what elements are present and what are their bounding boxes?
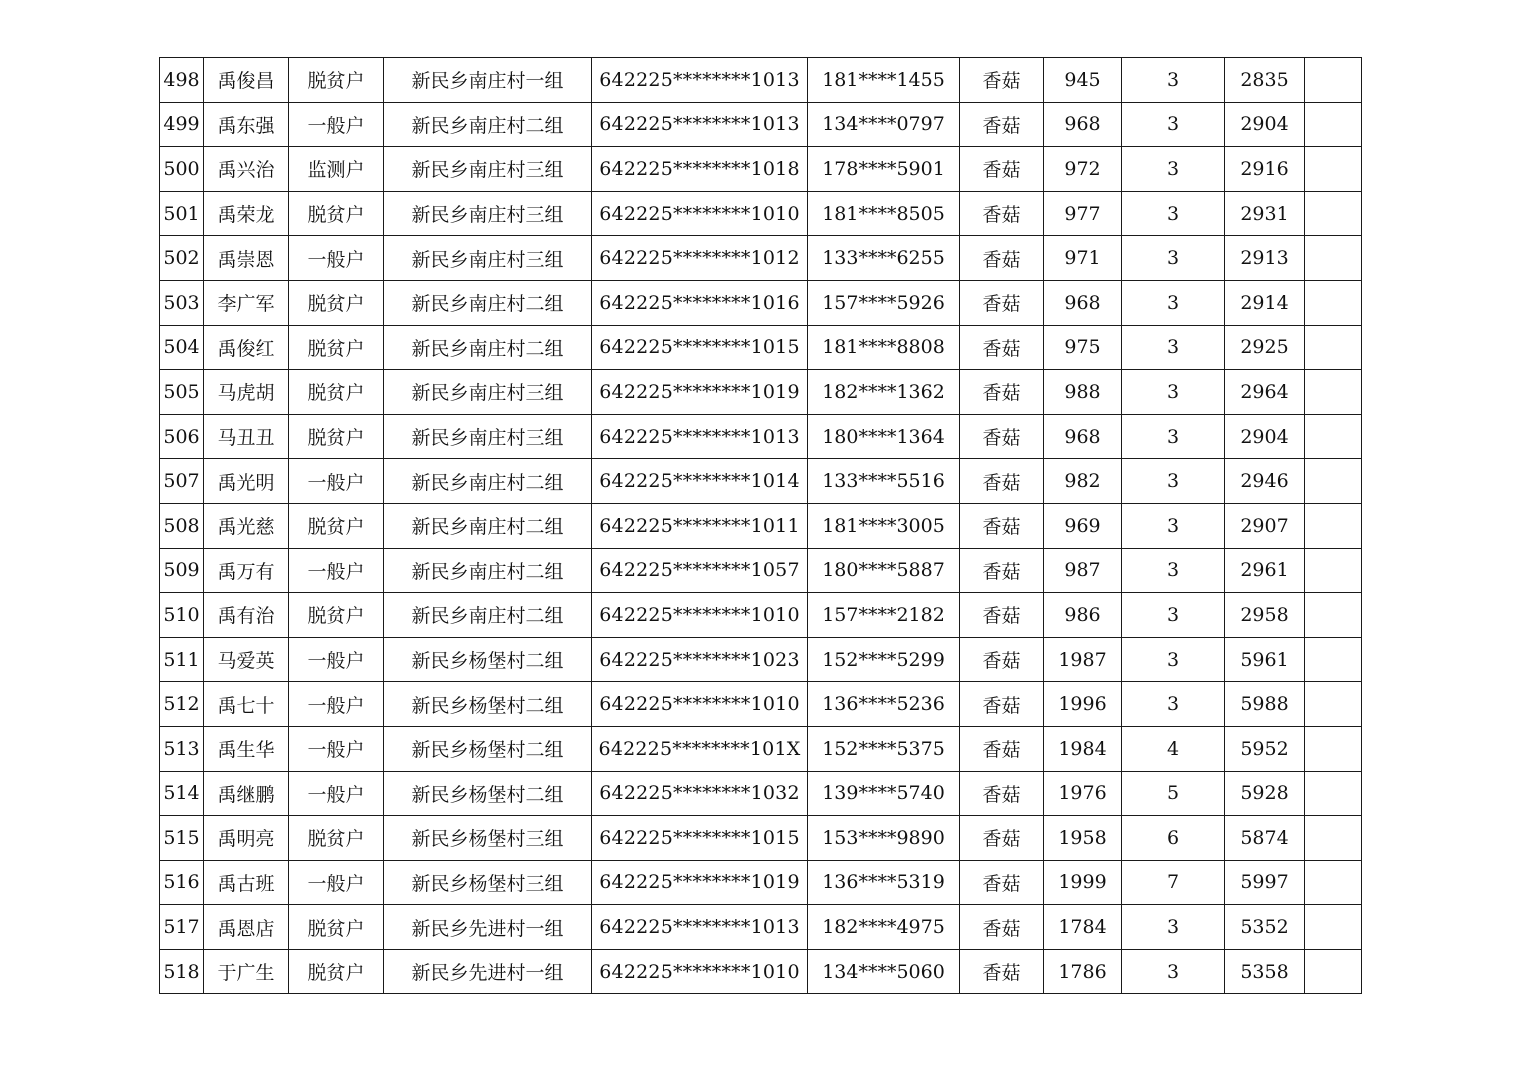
cell-phone-number: 152****5299 bbox=[808, 637, 960, 682]
table-row bbox=[160, 58, 1362, 103]
cell-unit-price: 3 bbox=[1122, 682, 1225, 727]
table-row bbox=[160, 325, 1362, 370]
cell-unit-price: 7 bbox=[1122, 860, 1225, 905]
cell-address: 新民乡南庄村二组 bbox=[384, 102, 592, 147]
cell-quantity: 968 bbox=[1044, 102, 1122, 147]
cell-amount: 5358 bbox=[1225, 949, 1305, 994]
cell-quantity: 1987 bbox=[1044, 637, 1122, 682]
cell-phone-number: 153****9890 bbox=[808, 816, 960, 861]
cell-id-number: 642225********1010 bbox=[592, 682, 808, 727]
cell-crop-type: 香菇 bbox=[960, 325, 1044, 370]
cell-remarks bbox=[1305, 147, 1362, 192]
cell-amount: 2946 bbox=[1225, 459, 1305, 504]
cell-household-name: 禹光明 bbox=[204, 459, 289, 504]
cell-remarks bbox=[1305, 503, 1362, 548]
cell-crop-type: 香菇 bbox=[960, 503, 1044, 548]
cell-row-number: 517 bbox=[160, 905, 204, 950]
cell-amount: 2964 bbox=[1225, 370, 1305, 415]
cell-id-number: 642225********1010 bbox=[592, 593, 808, 638]
cell-row-number: 507 bbox=[160, 459, 204, 504]
cell-household-name: 禹崇恩 bbox=[204, 236, 289, 281]
cell-amount: 2835 bbox=[1225, 58, 1305, 103]
table-row bbox=[160, 370, 1362, 415]
cell-row-number: 499 bbox=[160, 102, 204, 147]
cell-quantity: 988 bbox=[1044, 370, 1122, 415]
cell-amount: 2961 bbox=[1225, 548, 1305, 593]
cell-phone-number: 182****4975 bbox=[808, 905, 960, 950]
cell-quantity: 968 bbox=[1044, 280, 1122, 325]
cell-crop-type: 香菇 bbox=[960, 102, 1044, 147]
cell-row-number: 510 bbox=[160, 593, 204, 638]
cell-address: 新民乡南庄村二组 bbox=[384, 548, 592, 593]
cell-amount: 2925 bbox=[1225, 325, 1305, 370]
cell-row-number: 500 bbox=[160, 147, 204, 192]
cell-address: 新民乡杨堡村二组 bbox=[384, 682, 592, 727]
cell-household-name: 禹荣龙 bbox=[204, 191, 289, 236]
cell-household-type: 一般户 bbox=[289, 102, 384, 147]
cell-household-name: 禹东强 bbox=[204, 102, 289, 147]
cell-id-number: 642225********1012 bbox=[592, 236, 808, 281]
cell-id-number: 642225********1015 bbox=[592, 816, 808, 861]
cell-remarks bbox=[1305, 637, 1362, 682]
cell-household-type: 一般户 bbox=[289, 637, 384, 682]
table-row bbox=[160, 637, 1362, 682]
cell-crop-type: 香菇 bbox=[960, 191, 1044, 236]
cell-unit-price: 3 bbox=[1122, 236, 1225, 281]
cell-quantity: 982 bbox=[1044, 459, 1122, 504]
cell-row-number: 506 bbox=[160, 414, 204, 459]
cell-address: 新民乡南庄村二组 bbox=[384, 503, 592, 548]
cell-remarks bbox=[1305, 459, 1362, 504]
table-row bbox=[160, 771, 1362, 816]
cell-phone-number: 180****5887 bbox=[808, 548, 960, 593]
cell-phone-number: 134****5060 bbox=[808, 949, 960, 994]
cell-id-number: 642225********1018 bbox=[592, 147, 808, 192]
cell-id-number: 642225********1023 bbox=[592, 637, 808, 682]
cell-household-type: 一般户 bbox=[289, 682, 384, 727]
cell-address: 新民乡杨堡村三组 bbox=[384, 816, 592, 861]
cell-unit-price: 3 bbox=[1122, 58, 1225, 103]
cell-household-type: 一般户 bbox=[289, 771, 384, 816]
cell-remarks bbox=[1305, 280, 1362, 325]
cell-phone-number: 181****1455 bbox=[808, 58, 960, 103]
cell-crop-type: 香菇 bbox=[960, 280, 1044, 325]
cell-household-name: 禹万有 bbox=[204, 548, 289, 593]
cell-household-name: 马丑丑 bbox=[204, 414, 289, 459]
table-row bbox=[160, 459, 1362, 504]
cell-amount: 5952 bbox=[1225, 726, 1305, 771]
cell-phone-number: 152****5375 bbox=[808, 726, 960, 771]
cell-phone-number: 133****5516 bbox=[808, 459, 960, 504]
cell-address: 新民乡南庄村一组 bbox=[384, 58, 592, 103]
cell-phone-number: 133****6255 bbox=[808, 236, 960, 281]
cell-unit-price: 3 bbox=[1122, 548, 1225, 593]
cell-crop-type: 香菇 bbox=[960, 860, 1044, 905]
cell-phone-number: 182****1362 bbox=[808, 370, 960, 415]
cell-household-type: 一般户 bbox=[289, 860, 384, 905]
cell-phone-number: 181****3005 bbox=[808, 503, 960, 548]
cell-remarks bbox=[1305, 682, 1362, 727]
cell-id-number: 642225********1013 bbox=[592, 102, 808, 147]
cell-amount: 2907 bbox=[1225, 503, 1305, 548]
cell-remarks bbox=[1305, 593, 1362, 638]
cell-household-name: 禹恩店 bbox=[204, 905, 289, 950]
cell-remarks bbox=[1305, 370, 1362, 415]
cell-quantity: 1784 bbox=[1044, 905, 1122, 950]
cell-quantity: 987 bbox=[1044, 548, 1122, 593]
cell-address: 新民乡先进村一组 bbox=[384, 905, 592, 950]
cell-unit-price: 3 bbox=[1122, 370, 1225, 415]
cell-household-type: 脱贫户 bbox=[289, 593, 384, 638]
cell-amount: 5352 bbox=[1225, 905, 1305, 950]
cell-amount: 2916 bbox=[1225, 147, 1305, 192]
cell-household-name: 于广生 bbox=[204, 949, 289, 994]
cell-amount: 2931 bbox=[1225, 191, 1305, 236]
cell-quantity: 1958 bbox=[1044, 816, 1122, 861]
cell-quantity: 969 bbox=[1044, 503, 1122, 548]
cell-quantity: 1996 bbox=[1044, 682, 1122, 727]
cell-address: 新民乡杨堡村二组 bbox=[384, 637, 592, 682]
cell-household-name: 禹七十 bbox=[204, 682, 289, 727]
cell-crop-type: 香菇 bbox=[960, 682, 1044, 727]
cell-id-number: 642225********1014 bbox=[592, 459, 808, 504]
cell-crop-type: 香菇 bbox=[960, 236, 1044, 281]
cell-id-number: 642225********1019 bbox=[592, 370, 808, 415]
cell-amount: 2914 bbox=[1225, 280, 1305, 325]
cell-row-number: 514 bbox=[160, 771, 204, 816]
cell-household-type: 监测户 bbox=[289, 147, 384, 192]
cell-household-type: 脱贫户 bbox=[289, 414, 384, 459]
cell-unit-price: 5 bbox=[1122, 771, 1225, 816]
cell-household-type: 脱贫户 bbox=[289, 949, 384, 994]
cell-remarks bbox=[1305, 191, 1362, 236]
cell-crop-type: 香菇 bbox=[960, 147, 1044, 192]
cell-household-type: 一般户 bbox=[289, 726, 384, 771]
cell-amount: 2958 bbox=[1225, 593, 1305, 638]
cell-household-name: 禹继鹏 bbox=[204, 771, 289, 816]
cell-household-type: 脱贫户 bbox=[289, 816, 384, 861]
table-row bbox=[160, 682, 1362, 727]
cell-unit-price: 3 bbox=[1122, 459, 1225, 504]
cell-id-number: 642225********1013 bbox=[592, 414, 808, 459]
cell-household-name: 禹有治 bbox=[204, 593, 289, 638]
cell-address: 新民乡先进村一组 bbox=[384, 949, 592, 994]
cell-quantity: 971 bbox=[1044, 236, 1122, 281]
cell-quantity: 1984 bbox=[1044, 726, 1122, 771]
table-row bbox=[160, 548, 1362, 593]
cell-household-name: 马爱英 bbox=[204, 637, 289, 682]
cell-id-number: 642225********1011 bbox=[592, 503, 808, 548]
cell-unit-price: 3 bbox=[1122, 503, 1225, 548]
cell-household-name: 禹明亮 bbox=[204, 816, 289, 861]
cell-household-type: 一般户 bbox=[289, 459, 384, 504]
cell-id-number: 642225********1010 bbox=[592, 191, 808, 236]
cell-phone-number: 136****5236 bbox=[808, 682, 960, 727]
cell-crop-type: 香菇 bbox=[960, 949, 1044, 994]
cell-id-number: 642225********101X bbox=[592, 726, 808, 771]
cell-unit-price: 6 bbox=[1122, 816, 1225, 861]
cell-remarks bbox=[1305, 548, 1362, 593]
cell-row-number: 509 bbox=[160, 548, 204, 593]
cell-address: 新民乡南庄村二组 bbox=[384, 593, 592, 638]
cell-household-type: 脱贫户 bbox=[289, 280, 384, 325]
cell-remarks bbox=[1305, 949, 1362, 994]
cell-address: 新民乡南庄村三组 bbox=[384, 414, 592, 459]
cell-remarks bbox=[1305, 236, 1362, 281]
cell-household-name: 李广军 bbox=[204, 280, 289, 325]
cell-household-type: 脱贫户 bbox=[289, 370, 384, 415]
cell-address: 新民乡杨堡村二组 bbox=[384, 771, 592, 816]
cell-row-number: 498 bbox=[160, 58, 204, 103]
cell-quantity: 945 bbox=[1044, 58, 1122, 103]
table-row bbox=[160, 191, 1362, 236]
cell-id-number: 642225********1057 bbox=[592, 548, 808, 593]
cell-row-number: 518 bbox=[160, 949, 204, 994]
cell-unit-price: 3 bbox=[1122, 593, 1225, 638]
cell-crop-type: 香菇 bbox=[960, 816, 1044, 861]
cell-quantity: 977 bbox=[1044, 191, 1122, 236]
table-row bbox=[160, 102, 1362, 147]
cell-crop-type: 香菇 bbox=[960, 771, 1044, 816]
cell-address: 新民乡南庄村二组 bbox=[384, 459, 592, 504]
table-row bbox=[160, 816, 1362, 861]
table-row bbox=[160, 593, 1362, 638]
cell-unit-price: 3 bbox=[1122, 102, 1225, 147]
cell-row-number: 501 bbox=[160, 191, 204, 236]
table-row bbox=[160, 905, 1362, 950]
cell-phone-number: 136****5319 bbox=[808, 860, 960, 905]
register-sheet bbox=[159, 57, 1361, 994]
cell-household-type: 脱贫户 bbox=[289, 503, 384, 548]
cell-remarks bbox=[1305, 816, 1362, 861]
cell-amount: 2913 bbox=[1225, 236, 1305, 281]
cell-quantity: 972 bbox=[1044, 147, 1122, 192]
table-row bbox=[160, 236, 1362, 281]
cell-household-type: 脱贫户 bbox=[289, 325, 384, 370]
cell-quantity: 968 bbox=[1044, 414, 1122, 459]
cell-quantity: 1786 bbox=[1044, 949, 1122, 994]
cell-remarks bbox=[1305, 325, 1362, 370]
cell-id-number: 642225********1013 bbox=[592, 905, 808, 950]
cell-quantity: 986 bbox=[1044, 593, 1122, 638]
cell-address: 新民乡南庄村三组 bbox=[384, 191, 592, 236]
cell-unit-price: 3 bbox=[1122, 280, 1225, 325]
table-row bbox=[160, 503, 1362, 548]
cell-amount: 5988 bbox=[1225, 682, 1305, 727]
cell-amount: 2904 bbox=[1225, 414, 1305, 459]
cell-row-number: 512 bbox=[160, 682, 204, 727]
cell-address: 新民乡南庄村三组 bbox=[384, 236, 592, 281]
cell-amount: 5874 bbox=[1225, 816, 1305, 861]
cell-address: 新民乡南庄村二组 bbox=[384, 325, 592, 370]
cell-household-name: 禹生华 bbox=[204, 726, 289, 771]
cell-household-type: 脱贫户 bbox=[289, 191, 384, 236]
cell-address: 新民乡杨堡村三组 bbox=[384, 860, 592, 905]
table-row bbox=[160, 280, 1362, 325]
cell-crop-type: 香菇 bbox=[960, 905, 1044, 950]
cell-address: 新民乡南庄村二组 bbox=[384, 280, 592, 325]
cell-row-number: 508 bbox=[160, 503, 204, 548]
cell-unit-price: 3 bbox=[1122, 325, 1225, 370]
cell-unit-price: 3 bbox=[1122, 949, 1225, 994]
cell-phone-number: 178****5901 bbox=[808, 147, 960, 192]
cell-household-name: 禹兴治 bbox=[204, 147, 289, 192]
cell-row-number: 505 bbox=[160, 370, 204, 415]
cell-row-number: 502 bbox=[160, 236, 204, 281]
cell-household-type: 一般户 bbox=[289, 548, 384, 593]
cell-row-number: 516 bbox=[160, 860, 204, 905]
cell-phone-number: 139****5740 bbox=[808, 771, 960, 816]
cell-remarks bbox=[1305, 102, 1362, 147]
cell-quantity: 1976 bbox=[1044, 771, 1122, 816]
cell-household-name: 禹光慈 bbox=[204, 503, 289, 548]
cell-phone-number: 181****8505 bbox=[808, 191, 960, 236]
cell-phone-number: 157****2182 bbox=[808, 593, 960, 638]
cell-id-number: 642225********1010 bbox=[592, 949, 808, 994]
cell-unit-price: 3 bbox=[1122, 147, 1225, 192]
cell-phone-number: 181****8808 bbox=[808, 325, 960, 370]
cell-amount: 2904 bbox=[1225, 102, 1305, 147]
cell-address: 新民乡杨堡村二组 bbox=[384, 726, 592, 771]
cell-unit-price: 4 bbox=[1122, 726, 1225, 771]
cell-household-type: 脱贫户 bbox=[289, 905, 384, 950]
cell-quantity: 1999 bbox=[1044, 860, 1122, 905]
cell-remarks bbox=[1305, 414, 1362, 459]
table-row bbox=[160, 949, 1362, 994]
cell-phone-number: 157****5926 bbox=[808, 280, 960, 325]
cell-household-name: 马虎胡 bbox=[204, 370, 289, 415]
cell-crop-type: 香菇 bbox=[960, 459, 1044, 504]
cell-address: 新民乡南庄村三组 bbox=[384, 370, 592, 415]
cell-remarks bbox=[1305, 726, 1362, 771]
cell-unit-price: 3 bbox=[1122, 637, 1225, 682]
cell-row-number: 504 bbox=[160, 325, 204, 370]
cell-household-type: 一般户 bbox=[289, 236, 384, 281]
table-body bbox=[160, 58, 1362, 994]
cell-household-name: 禹古班 bbox=[204, 860, 289, 905]
cell-amount: 5997 bbox=[1225, 860, 1305, 905]
subsidy-register-table bbox=[159, 57, 1362, 994]
cell-phone-number: 180****1364 bbox=[808, 414, 960, 459]
cell-id-number: 642225********1015 bbox=[592, 325, 808, 370]
cell-remarks bbox=[1305, 905, 1362, 950]
cell-crop-type: 香菇 bbox=[960, 726, 1044, 771]
cell-amount: 5961 bbox=[1225, 637, 1305, 682]
cell-amount: 5928 bbox=[1225, 771, 1305, 816]
cell-unit-price: 3 bbox=[1122, 191, 1225, 236]
table-row bbox=[160, 414, 1362, 459]
cell-crop-type: 香菇 bbox=[960, 370, 1044, 415]
cell-id-number: 642225********1032 bbox=[592, 771, 808, 816]
cell-address: 新民乡南庄村三组 bbox=[384, 147, 592, 192]
cell-id-number: 642225********1013 bbox=[592, 58, 808, 103]
cell-unit-price: 3 bbox=[1122, 905, 1225, 950]
cell-remarks bbox=[1305, 58, 1362, 103]
cell-id-number: 642225********1016 bbox=[592, 280, 808, 325]
cell-household-name: 禹俊红 bbox=[204, 325, 289, 370]
cell-household-name: 禹俊昌 bbox=[204, 58, 289, 103]
cell-unit-price: 3 bbox=[1122, 414, 1225, 459]
table-row bbox=[160, 860, 1362, 905]
table-row bbox=[160, 147, 1362, 192]
cell-remarks bbox=[1305, 860, 1362, 905]
cell-household-type: 脱贫户 bbox=[289, 58, 384, 103]
cell-row-number: 503 bbox=[160, 280, 204, 325]
cell-row-number: 513 bbox=[160, 726, 204, 771]
cell-crop-type: 香菇 bbox=[960, 58, 1044, 103]
cell-phone-number: 134****0797 bbox=[808, 102, 960, 147]
cell-crop-type: 香菇 bbox=[960, 637, 1044, 682]
cell-id-number: 642225********1019 bbox=[592, 860, 808, 905]
cell-crop-type: 香菇 bbox=[960, 548, 1044, 593]
table-row bbox=[160, 726, 1362, 771]
cell-crop-type: 香菇 bbox=[960, 414, 1044, 459]
cell-row-number: 515 bbox=[160, 816, 204, 861]
cell-quantity: 975 bbox=[1044, 325, 1122, 370]
cell-remarks bbox=[1305, 771, 1362, 816]
cell-crop-type: 香菇 bbox=[960, 593, 1044, 638]
cell-row-number: 511 bbox=[160, 637, 204, 682]
